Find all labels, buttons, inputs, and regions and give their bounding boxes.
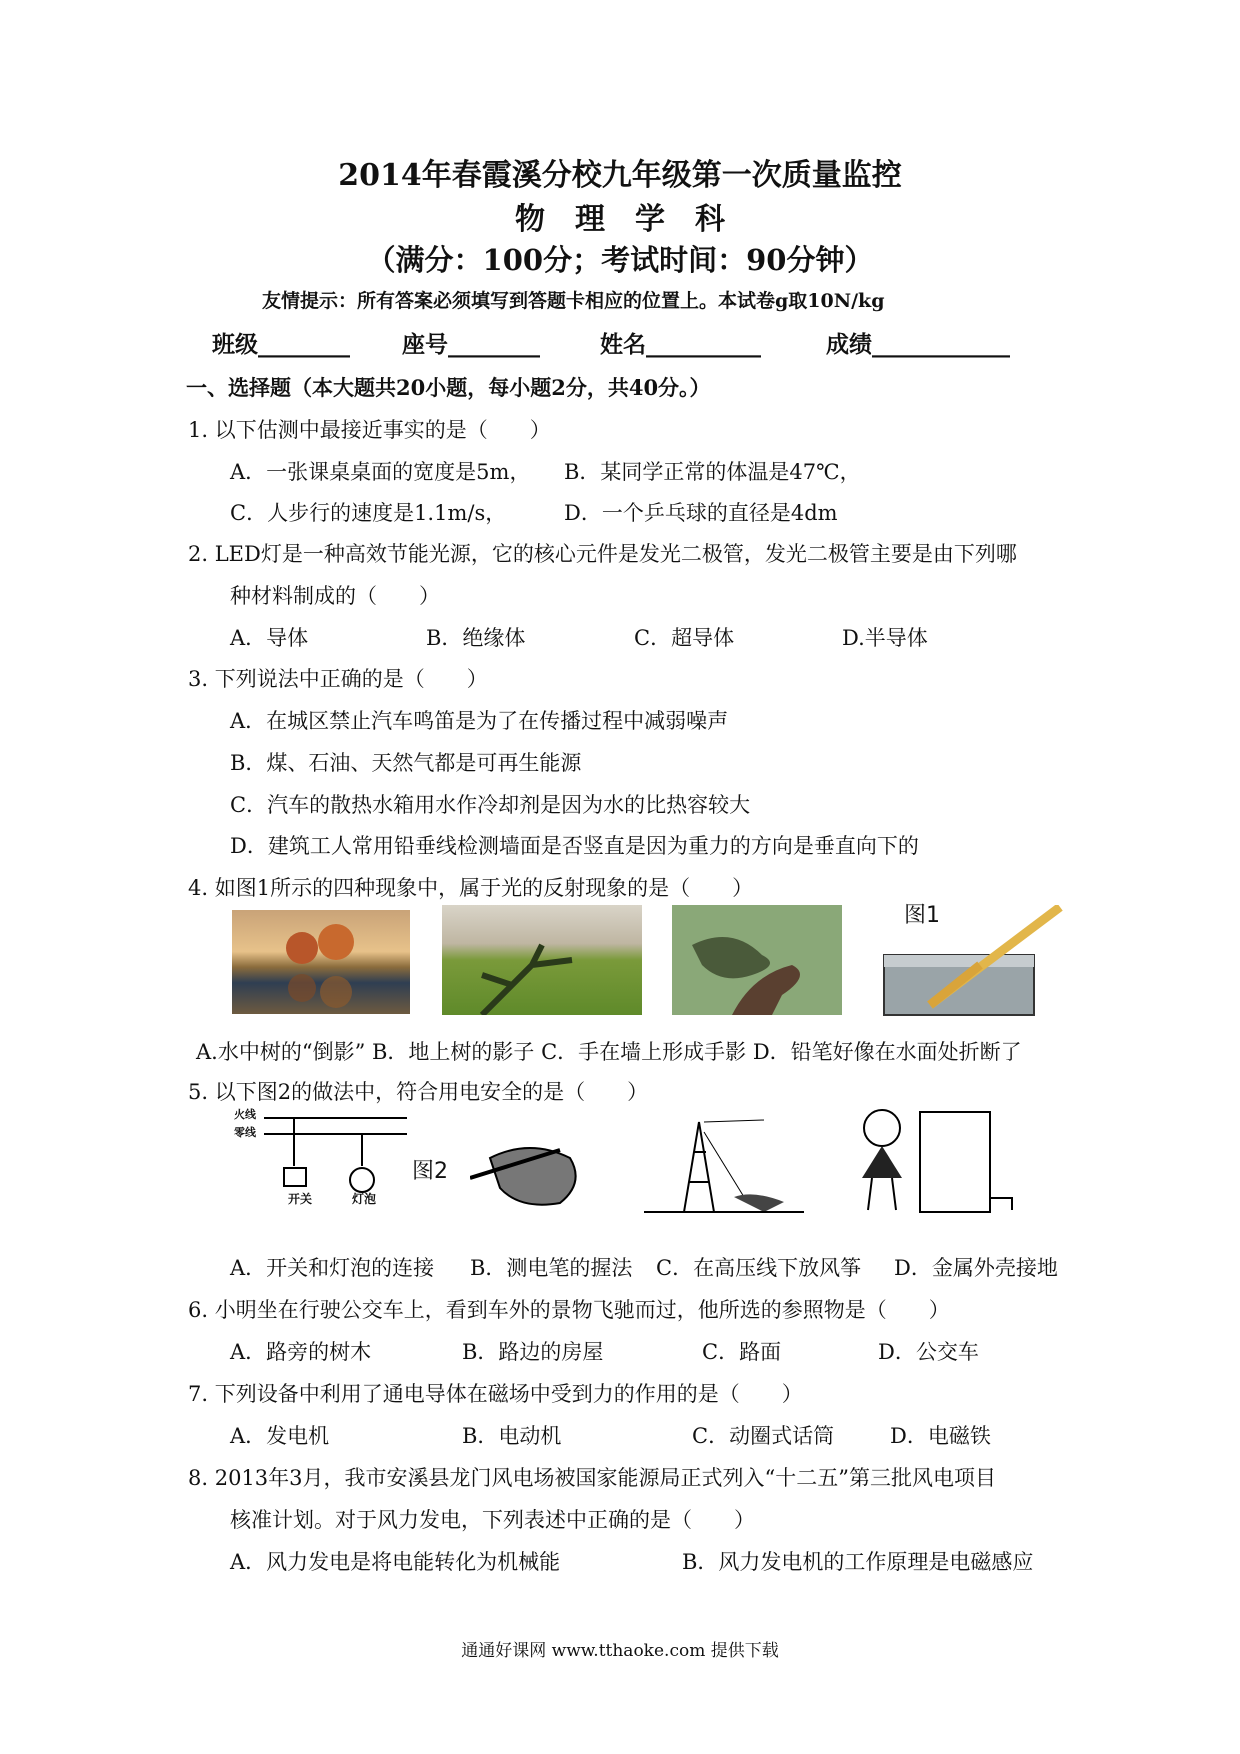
q2-option-d: D.半导体 <box>842 626 928 650</box>
q8-option-b: B．风力发电机的工作原理是电磁感应 <box>682 1550 1034 1574</box>
metal-casing-grounding-drawing <box>842 1098 1022 1218</box>
q4-stem: 4. 如图1所示的四种现象中，属于光的反射现象的是（ ） <box>188 876 754 900</box>
q5-option-c: C．在高压线下放风筝 <box>656 1256 862 1280</box>
pencil-in-water-photo <box>870 905 1066 1020</box>
q8-stem-line2: 核准计划。对于风力发电，下列表述中正确的是（ ） <box>230 1508 755 1532</box>
q3-stem: 3. 下列说法中正确的是（ ） <box>188 667 488 691</box>
field-score: 成绩____________ <box>826 331 1010 358</box>
switch-label: 开关 <box>288 1192 313 1206</box>
q2-stem-line1: 2. LED灯是一种高效节能光源，它的核心元件是发光二极管，发光二极管主要是由下列哪 <box>188 542 1017 566</box>
score-time: （满分：100分；考试时间：90分钟） <box>366 243 874 277</box>
q3-option-c: C．汽车的散热水箱用水作冷却剂是因为水的比热容较大 <box>230 793 751 817</box>
tree-reflection-photo <box>232 910 410 1014</box>
q5-option-a: A．开关和灯泡的连接 <box>230 1256 435 1280</box>
q5-stem: 5. 以下图2的做法中，符合用电安全的是（ ） <box>188 1080 649 1104</box>
hand-shadow-photo <box>672 905 842 1015</box>
q2-option-a: A．导体 <box>230 626 309 650</box>
tree-shadow-photo <box>442 905 642 1015</box>
subject-title: 物 理 学 科 <box>515 202 725 237</box>
q6-option-c: C．路面 <box>702 1340 782 1364</box>
q8-stem-line1: 8. 2013年3月，我市安溪县龙门风电场被国家能源局正式列入“十二五”第三批风电项目 <box>188 1466 996 1490</box>
q7-option-a: A．发电机 <box>230 1424 330 1448</box>
q3-option-d: D．建筑工人常用铅垂线检测墙面是否竖直是因为重力的方向是垂直向下的 <box>230 834 919 858</box>
switch-bulb-circuit-diagram <box>232 1108 412 1208</box>
q5-option-b: B．测电笔的握法 <box>470 1256 633 1280</box>
q6-option-b: B．路边的房屋 <box>462 1340 604 1364</box>
q3-option-b: B．煤、石油、天然气都是可再生能源 <box>230 751 582 775</box>
q5-option-d: D．金属外壳接地 <box>894 1256 1058 1280</box>
q2-option-b: B．绝缘体 <box>426 626 526 650</box>
figure-2-label: 图2 <box>412 1159 448 1184</box>
q1-option-c: C．人步行的速度是1.1m/s， <box>230 501 507 525</box>
q3-option-a: A．在城区禁止汽车鸣笛是为了在传播过程中减弱噪声 <box>230 709 729 733</box>
bulb-label: 灯泡 <box>352 1192 377 1206</box>
field-seat: 座号________ <box>402 331 540 358</box>
q7-stem: 7. 下列设备中利用了通电导体在磁场中受到力的作用的是（ ） <box>188 1382 803 1406</box>
q1-option-d: D．一个乒乓球的直径是4dm <box>564 501 838 525</box>
q1-option-a: A．一张课桌桌面的宽度是5m， <box>230 460 531 484</box>
q7-option-b: B．电动机 <box>462 1424 562 1448</box>
q1-stem: 1. 以下估测中最接近事实的是（ ） <box>188 418 551 442</box>
footer-source: 通通好课网 www.tthaoke.com 提供下载 <box>461 1641 779 1661</box>
section-heading: 一、选择题（本大题共20小题，每小题2分，共40分。） <box>186 375 711 400</box>
wire-fire-label: 火线 <box>234 1108 256 1121</box>
q2-option-c: C．超导体 <box>634 626 735 650</box>
q6-option-d: D．公交车 <box>878 1340 979 1364</box>
test-pen-grip-drawing <box>470 1128 590 1210</box>
kite-under-power-line-drawing <box>644 1112 804 1222</box>
field-name: 姓名__________ <box>600 331 761 358</box>
notice: 友情提示：所有答案必须填写到答题卡相应的位置上。本试卷g取10N/kg <box>262 290 885 312</box>
exam-title: 2014年春霞溪分校九年级第一次质量监控 <box>338 158 902 193</box>
field-class: 班级________ <box>212 331 350 358</box>
q6-stem: 6. 小明坐在行驶公交车上，看到车外的景物飞驰而过，他所选的参照物是（ ） <box>188 1298 950 1322</box>
q8-option-a: A．风力发电是将电能转化为机械能 <box>230 1550 561 1574</box>
q2-stem-line2: 种材料制成的（ ） <box>230 584 440 608</box>
q6-option-a: A．路旁的树木 <box>230 1340 372 1364</box>
q1-option-b: B．某同学正常的体温是47℃， <box>564 460 861 484</box>
q4-options: A.水中树的“倒影” B．地上树的影子 C．手在墙上形成手影 D．铅笔好像在水面处折断了 <box>196 1040 1022 1064</box>
q7-option-c: C．动圈式话筒 <box>692 1424 835 1448</box>
figure-1-label: 图1 <box>904 903 940 928</box>
q7-option-d: D．电磁铁 <box>890 1424 991 1448</box>
wire-zero-label: 零线 <box>234 1126 256 1139</box>
